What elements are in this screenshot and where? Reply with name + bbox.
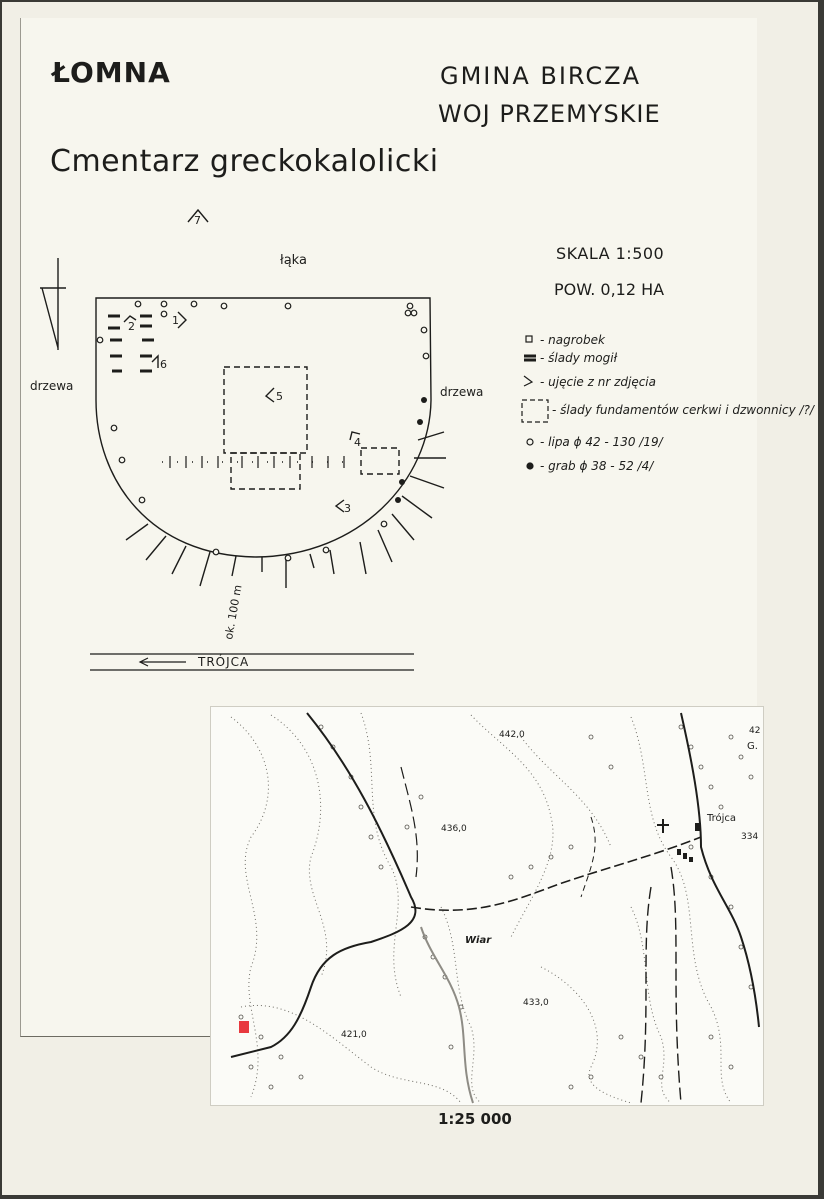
photo-2-label: 2 — [128, 320, 135, 333]
photo-1-label: 1 — [172, 314, 179, 327]
gmina-label: GMINA BIRCZA — [440, 62, 642, 90]
photo-6-label: 6 — [160, 358, 167, 371]
elevation-421: 421,0 — [341, 1030, 367, 1040]
photo-arrow-3 — [336, 500, 344, 512]
elevation-436: 436,0 — [441, 824, 467, 834]
trees-right-label: drzewa — [440, 385, 484, 399]
road-name: TRÓJCA — [198, 655, 250, 669]
legend-text-4: - ślady fundamentów cerkwi i dzwonnicy /?/ — [552, 403, 814, 417]
legend-text-5: - lipa ϕ 42 - 130 /19/ — [540, 435, 663, 449]
road-distance-label: ok. 100 m — [222, 583, 245, 641]
elevation-433: 433,0 — [523, 998, 549, 1008]
slope-hachures — [126, 432, 446, 588]
page-title: ŁOMNA — [52, 56, 171, 89]
photo-4-label: 4 — [354, 436, 361, 449]
village-trojca-label: Trójca — [707, 813, 737, 824]
photo-7-label: 7 — [194, 214, 201, 227]
village-g-label: G. — [747, 741, 758, 752]
page-subtitle: Cmentarz greckokalolicki — [50, 144, 439, 179]
topo-map — [210, 706, 764, 1106]
legend-text-3: - ujęcie z nr zdjęcia — [540, 375, 656, 389]
photo-arrow-5 — [266, 388, 274, 402]
church-cross-icon — [657, 819, 669, 833]
buildings — [677, 823, 701, 862]
legend-dashed-rect-icon — [522, 400, 548, 422]
legend-square-icon — [526, 336, 532, 342]
area-label: POW. 0,12 HA — [554, 280, 665, 299]
north-arrow-icon — [40, 258, 66, 350]
topo-map-svg — [211, 707, 763, 1105]
legend-arrow-icon — [524, 376, 532, 386]
elevation-334: 334 — [741, 832, 759, 842]
legend-text-1: - nagrobek — [540, 333, 605, 347]
church-foundation — [224, 367, 307, 453]
legend-text-6: - grab ϕ 38 - 52 /4/ — [540, 459, 654, 473]
river-wiar-label: Wiar — [465, 935, 492, 946]
laka-label: łąka — [280, 253, 307, 268]
scale-label: SKALA 1:500 — [556, 244, 665, 263]
elevation-442: 442,0 — [499, 730, 525, 740]
trees-left-label: drzewa — [30, 379, 74, 393]
side-foundation — [361, 448, 399, 474]
map-scale-label: 1:25 000 — [438, 1110, 512, 1128]
roads — [231, 713, 759, 1103]
photo-5-label: 5 — [276, 390, 283, 403]
elevation-42: 42 — [749, 726, 761, 736]
legend-text-2: - ślady mogił — [540, 351, 618, 365]
photo-3-label: 3 — [344, 502, 351, 515]
voivodeship-label: WOJ PRZEMYSKIE — [438, 100, 661, 128]
stream — [421, 927, 473, 1103]
cemetery-location-marker — [239, 1021, 249, 1033]
photo-arrow-6 — [152, 356, 158, 368]
hornbeam-trees — [395, 397, 427, 503]
cemetery-boundary — [96, 298, 431, 557]
legend-filled-circle-icon — [527, 463, 533, 469]
forest-marks — [239, 725, 753, 1089]
legend-open-circle-icon — [527, 439, 533, 445]
photo-arrow-1 — [178, 312, 186, 328]
